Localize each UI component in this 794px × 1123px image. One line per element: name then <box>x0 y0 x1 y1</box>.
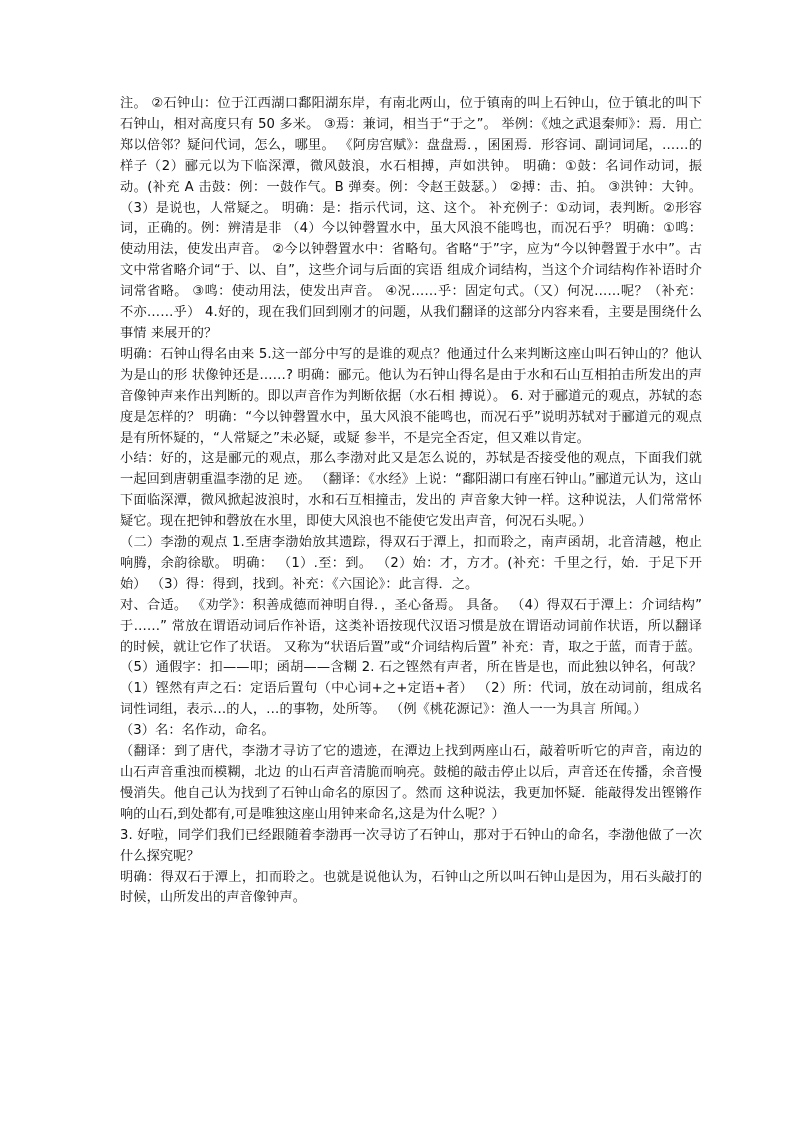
paragraph-3: 小结：好的，这是郦元的观点，那么李渤对此又是怎么说的，苏轼是否接受他的观点，下面我们就一起回到唐朝重温李渤的足 迹。 （翻译：《水经》上说：“鄱阳湖口有座石钟山。”郦道元认为，这山下面临深潭，微风掀起波浪时，水和石互相撞击，发出的 声音象大钟一样。这种说法，人们常常怀疑它。现在把钟和磬放在水里，即使大风浪也不能使它发出声音，何况石头呢。） <box>120 451 702 530</box>
paragraph-10: 明确：得双石于潭上，扣而聆之。也就是说他认为，石钟山之所以叫石钟山是因为，用石头敲打的时候，山所发出的声音像钟声。 <box>120 869 702 906</box>
paragraph-7: （3）名：名作动，命名。 <box>120 723 275 739</box>
paragraph-2: 明确：石钟山得名由来 5.这一部分中写的是谁的观点？他通过什么来判断这座山叫石钟山的？他认为是山的形 状像钟还是……? 明确：郦元。他认为石钟山得名是由于水和石山互相拍击所发出的声音像钟声来作出判断的。即以声音作为判断依据（水石相 搏说）。 6. 对于郦道元的观点，苏轼的态度是怎样的？ 明确：“今以钟磬置水中，虽大风浪不能鸣也，而况石乎”说明苏轼对于郦道元的观点是有所怀疑的，“人常疑之”未必疑，或疑 参半，不是完全否定，但又难以肯定。 <box>120 346 702 446</box>
paragraph-4: （二）李渤的观点 1.至唐李渤始放其遗踪，得双石于潭上，扣而聆之，南声函胡，北音清越，枹止响腾，余韵徐歇。 明确： （1）.至：到。 （2）始：才，方才。(补充：千里之行，始．于足下开始） （3）得：得到，找到。补充：《六国论》：此言得．之。 <box>120 535 702 592</box>
paragraph-6: （5）通假字：扣——叩；函胡——含糊 2. 石之铿然有声者，所在皆是也，而此独以钟名，何哉？ （1）铿然有声之石：定语后置句（中心词+之+定语+者） （2）所：代词，放在动词前，组成名词性词组，表示…的人，…的事物，处所等。 （例《桃花源记》：渔人一一为具言 所闻。） <box>120 660 702 718</box>
paragraph-8: （翻译：到了唐代，李渤才寻访了它的遗迹，在潭边上找到两座山石，敲着听听它的声音，南边的山石声音重浊而模糊，北边 的山石声音清脆而响亮。鼓槌的敲击停止以后，声音还在传播，余音慢慢消失。他自己认为找到了石钟山命名的原因了。然而 这种说法，我更加怀疑．能敲得发出铿锵作响的山石,到处都有,可是唯独这座山用钟来命名,这是为什么呢？） <box>120 744 702 822</box>
paragraph-5: 对、合适。 《劝学》：积善成德而神明自得．，圣心备焉。 具备。 （4）得双石于潭上：介词结构” 于……” 常放在谓语动词后作补语，这类补语按现代汉语习惯是放在谓语动词前作状语，所以翻译的时候，就让它作了状语。 又称为“状语后置”或“介词结构后置” 补充：青，取之于蓝，而青于蓝。 <box>120 597 702 655</box>
paragraph-9: 3. 好啦，同学们我们已经跟随着李渤再一次寻访了石钟山，那对于石钟山的命名，李渤他做了一次什么探究呢？ <box>120 827 702 864</box>
paragraph-1: 注。 ②石钟山：位于江西湖口鄱阳湖东岸，有南北两山，位于镇南的叫上石钟山，位于镇北的叫下石钟山，相对高度只有 50 多米。 ③焉：兼词，相当于“于之”。 举例：《烛之武退秦师》：焉．用亡郑以倍邻？疑问代词，怎么，哪里。 《阿房宫赋》：盘盘焉．，囷囷焉．形容词、副词词尾，……的样子（2）郦元以为下临深潭，微风鼓浪，水石相搏，声如洪钟。 明确：①鼓：名词作动词，振动。(补充 A 击鼓：例：一鼓作气。B 弹奏。例：令赵王鼓瑟。） ②搏：击、拍。 ③洪钟：大钟。 （3）是说也，人常疑之。 明确：是：指示代词，这、这个。 补充例子：①动词，表判断。②形容词，正确的。例：辨清是非 （4）今以钟磬置水中，虽大风浪不能鸣也，而况石乎？ 明确：①鸣：使动用法，使发出声音。 ②今以钟磬置水中：省略句。省略“于”字，应为“今以钟磬置于水中”。古文中常省略介词“于、以、自”，这些介词与后面的宾语 组成介词结构，当这个介词结构作补语时介词常省略。 ③鸣：使动用法，使发出声音。 ④况……乎：固定句式。（又）何况……呢？（补充：不亦……乎） 4.好的，现在我们回到刚才的问题，从我们翻译的这部分内容来看，主要是围绕什么事情 来展开的？ <box>120 96 702 341</box>
